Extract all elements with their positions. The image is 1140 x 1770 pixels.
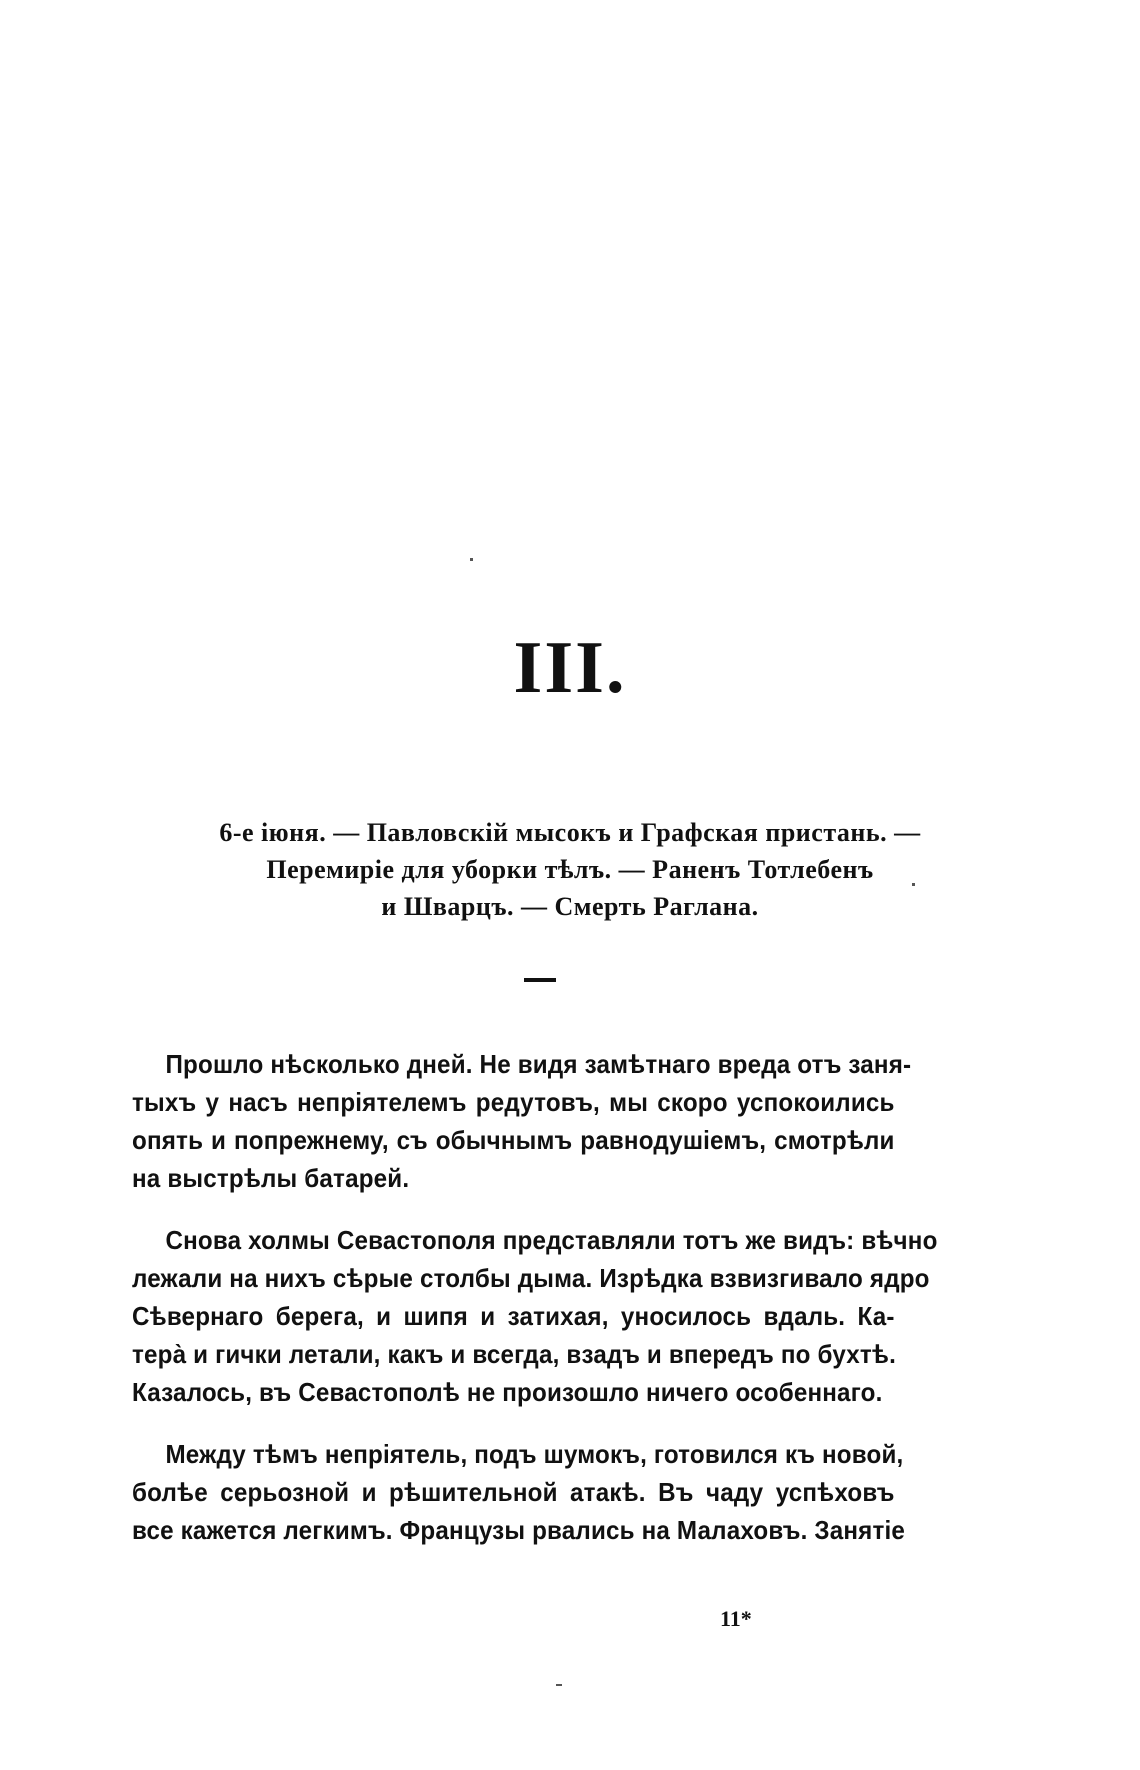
section-divider xyxy=(524,978,556,982)
text-line: тыхъ у насъ непріятелемъ редутовъ, мы скоро успокоились xyxy=(132,1087,895,1117)
text-line: лежали на нихъ сѣрые столбы дыма. Изрѣдка взвизгивало ядро xyxy=(132,1263,930,1293)
text-line: Сѣвернаго берега, и шипя и затихая, уносилось вдаль. Ка- xyxy=(132,1301,895,1331)
chapter-summary xyxy=(170,814,970,925)
text-line: Казалось, въ Севастополѣ не произошло ничего особеннаго. xyxy=(132,1377,883,1407)
text-line: все кажется легкимъ. Французы рвались на Малаховъ. Занятіе xyxy=(132,1515,906,1545)
page-signature: 11* xyxy=(720,1606,752,1631)
text-line: тера̀ и гички летали, какъ и всегда, взадъ и впередъ по бухтѣ. xyxy=(132,1339,896,1369)
print-speck xyxy=(556,1684,562,1686)
text-line: Снова холмы Севастополя представляли тотъ же видъ: вѣчно xyxy=(165,1225,938,1255)
text-line: болѣе серьозной и рѣшительной атакѣ. Въ чаду успѣховъ xyxy=(132,1477,895,1507)
chapter-number: III. xyxy=(513,627,627,709)
body-text xyxy=(132,1045,938,1573)
text-line: опять и попрежнему, съ обычнымъ равнодушіемъ, смотрѣли xyxy=(132,1125,895,1155)
text-line: Прошло нѣсколько дней. Не видя замѣтнаго вреда отъ заня- xyxy=(165,1049,912,1079)
summary-line: и Шварцъ. — Смерть Раглана. xyxy=(381,892,759,921)
print-speck xyxy=(912,883,915,886)
summary-line: 6-е іюня. — Павловскій мысокъ и Графская пристань. — xyxy=(219,818,921,847)
paragraph xyxy=(132,1221,938,1411)
summary-line: Перемиріе для уборки тѣлъ. — Раненъ Тотлебенъ xyxy=(266,855,874,884)
text-line: на выстрѣлы батарей. xyxy=(132,1163,410,1193)
paragraph xyxy=(132,1435,906,1549)
paragraph xyxy=(132,1045,912,1197)
text-line: Между тѣмъ непріятель, подъ шумокъ, готовился къ новой, xyxy=(165,1439,904,1469)
print-speck xyxy=(470,558,473,561)
